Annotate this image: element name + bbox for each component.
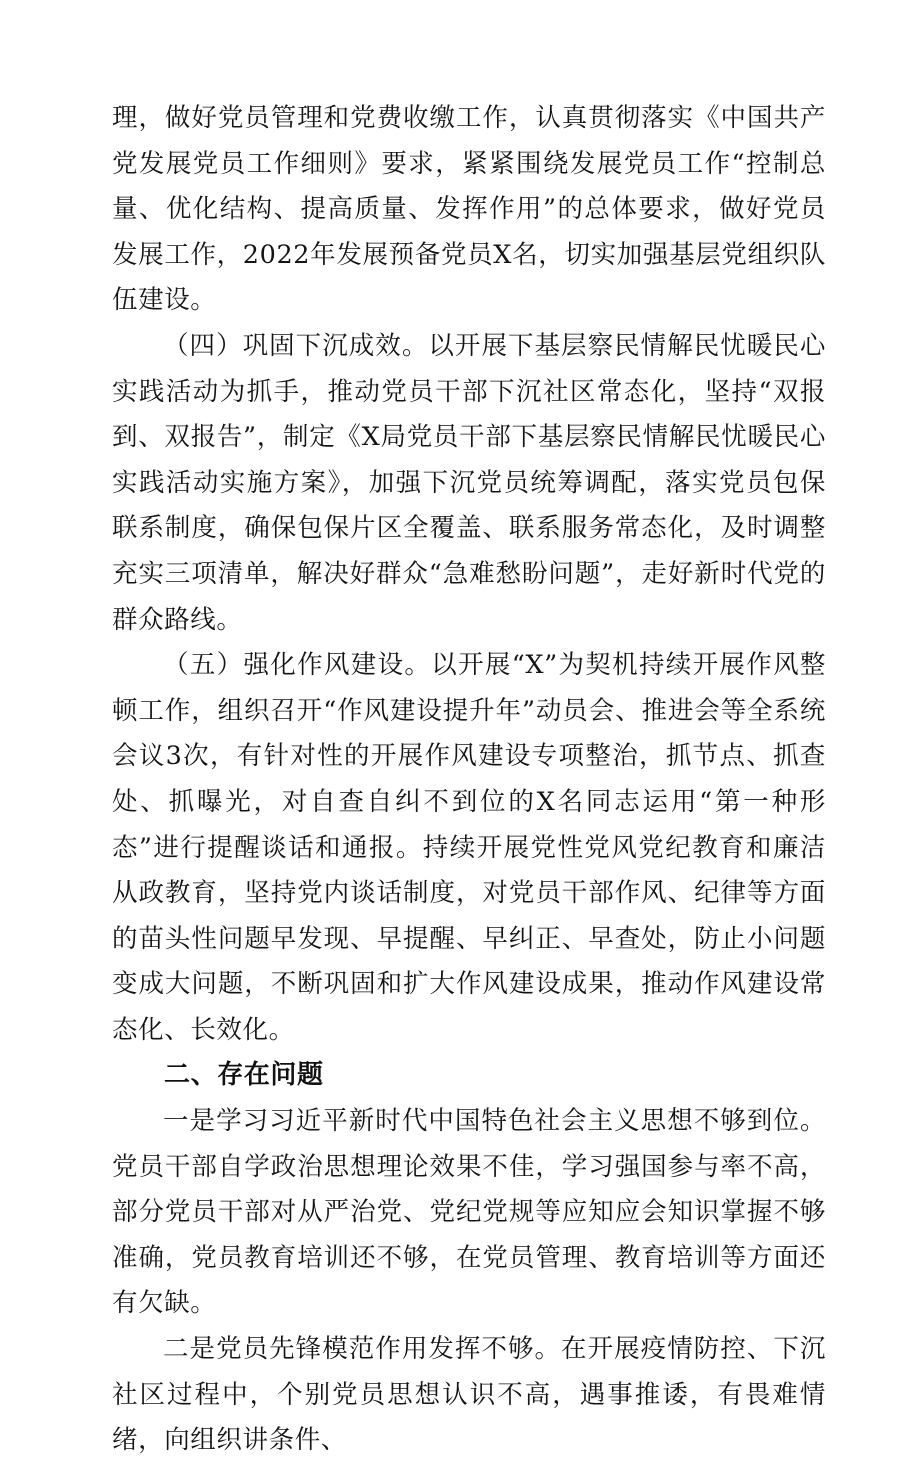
paragraph-consolidate-sinking-results: （四）巩固下沉成效。以开展下基层察民情解民忧暖民心实践活动为抓手，推动党员干部下沉社区常态化，坚持“双报到、双报告”，制定《X局党员干部下基层察民情解民忧暖民心实践活动实施方案》，加强下沉党员统筹调配，落实党员包保联系制度，确保包保片区全覆盖、联系服务常态化，及时调整充实三项清单，解决好群众“急难愁盼问题”，走好新时代党的群众路线。 — [112, 330, 826, 635]
paragraph-party-member-development: 理，做好党员管理和党费收缴工作，认真贯彻落实《中国共产党发展党员工作细则》要求，紧紧围绕发展党员工作“控制总量、优化结构、提高质量、发挥作用”的总体要求，做好党员发展工作，2022年发展预备党员X名，切实加强基层党组织队伍建设。 — [112, 103, 826, 316]
section-heading-existing-problems: 二、存在问题 — [164, 1060, 324, 1091]
paragraph-problem-two: 二是党员先锋模范作用发挥不够。在开展疫情防控、下沉社区过程中，个别党员思想认识不高，遇事推诿，有畏难情绪，向组织讲条件、 — [112, 1334, 826, 1456]
document-page — [112, 96, 826, 1464]
paragraph-strengthen-work-style: （五）强化作风建设。以开展“X”为契机持续开展作风整顿工作，组织召开“作风建设提升年”动员会、推进会等全系统会议3次，有针对性的开展作风建设专项整治，抓节点、抓查处、抓曝光，对自查自纠不到位的X名同志运用“第一种形态”进行提醒谈话和通报。持续开展党性党风党纪教育和廉洁从政教育，坚持党内谈话制度，对党员干部作风、纪律等方面的苗头性问题早发现、早提醒、早纠正、早查处，防止小问题变成大问题，不断巩固和扩大作风建设成果，推动作风建设常态化、长效化。 — [112, 650, 826, 1045]
paragraph-problem-one: 一是学习习近平新时代中国特色社会主义思想不够到位。党员干部自学政治思想理论效果不佳，学习强国参与率不高，部分党员干部对从严治党、党纪党规等应知应会知识掌握不够准确，党员教育培训还不够，在党员管理、教育培训等方面还有欠缺。 — [112, 1106, 826, 1319]
